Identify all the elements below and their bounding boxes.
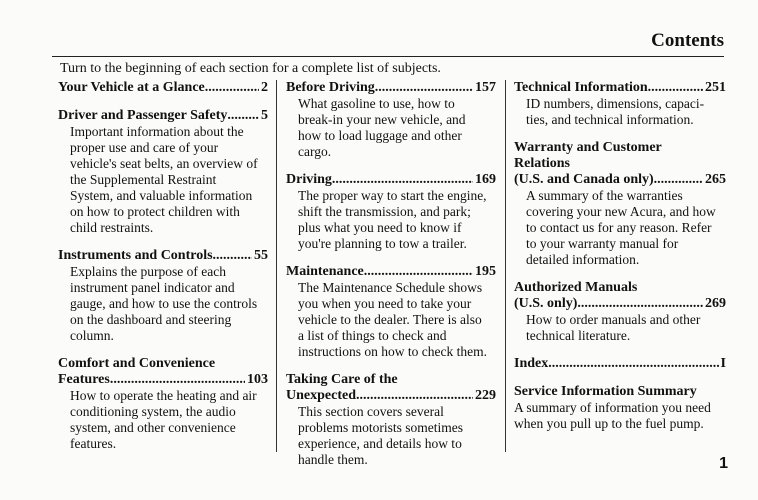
- toc-entry-description: ID numbers, dimensions, capaci-: [526, 96, 705, 111]
- dot-leader: [227, 108, 259, 124]
- toc-entry[interactable]: [514, 80, 726, 128]
- toc-entry-title: (U.S. only): [514, 296, 578, 311]
- dot-leader: [577, 296, 703, 312]
- column-divider: [276, 80, 277, 452]
- toc-entry-heading: [58, 372, 268, 388]
- toc-entry-page: 103: [247, 372, 268, 387]
- toc-entry-title: Before Driving: [286, 80, 375, 95]
- toc-entry-description: What gasoline to use, how to: [298, 96, 455, 111]
- dot-leader: [110, 372, 245, 388]
- toc-entry-description: when you pull up to the fuel pump.: [514, 416, 704, 431]
- toc-entry-description: This section covers several: [298, 404, 444, 419]
- toc-entry-title: Driver and Passenger Safety: [58, 108, 228, 123]
- toc-entry-page: 229: [475, 388, 496, 403]
- toc-entry-heading: [514, 296, 726, 312]
- toc-entry-title: Your Vehicle at a Glance: [58, 80, 205, 95]
- toc-entry-description: gauge, and how to use the controls: [70, 296, 258, 311]
- toc-entry-description: Important information about the: [70, 124, 244, 139]
- toc-entry-page: 269: [705, 296, 726, 311]
- toc-entry-description: you when you need to take your: [298, 296, 472, 311]
- toc-entry-description: to contact us for any reason. Refer: [526, 220, 712, 235]
- toc-entry-description: child restraints.: [70, 220, 154, 235]
- toc-entry-description: cargo.: [298, 144, 332, 159]
- toc-entry-title: Warranty and Customer: [514, 140, 662, 155]
- toc-entry-description: The proper way to start the engine,: [298, 188, 487, 203]
- toc-entry-description: System, and valuable information: [70, 188, 253, 203]
- toc-entry-description: you're planning to tow a trailer.: [298, 236, 467, 251]
- toc-entry[interactable]: [58, 248, 268, 344]
- toc-entry-title: Index: [514, 356, 549, 371]
- dot-leader: [213, 248, 252, 264]
- toc-entry-description: technical literature.: [526, 328, 631, 343]
- toc-entry-description: system, and other convenience: [70, 420, 236, 435]
- toc-entry-heading: [286, 388, 496, 404]
- toc-entry[interactable]: [514, 356, 726, 372]
- toc-entry-title: (U.S. and Canada only): [514, 172, 654, 187]
- toc-entry[interactable]: [286, 264, 496, 360]
- toc-entry[interactable]: [58, 108, 268, 236]
- toc-entry-description: vehicle to the dealer. There is also: [298, 312, 482, 327]
- toc-entry-page: 265: [705, 172, 726, 187]
- header-rule: [52, 56, 724, 57]
- toc-entry-title: Service Information Summary: [514, 384, 697, 399]
- toc-entry[interactable]: [514, 280, 726, 344]
- toc-entry-description: handle them.: [298, 452, 368, 467]
- toc-entry-description: a list of things to check and: [298, 328, 447, 343]
- toc-entry-heading: [58, 108, 268, 124]
- toc-entry[interactable]: [514, 384, 726, 432]
- toc-entry-description: shift the transmission, and park;: [298, 204, 471, 219]
- toc-entry-title: Relations: [514, 156, 570, 171]
- toc-entry-page: 195: [475, 264, 496, 279]
- toc-entry-title: Taking Care of the: [286, 372, 398, 387]
- toc-entry[interactable]: [514, 140, 726, 268]
- toc-entry-heading: [58, 80, 268, 96]
- page-title: Contents: [651, 30, 724, 51]
- toc-entry-description: column.: [70, 328, 114, 343]
- toc-entry-page: 251: [705, 80, 726, 95]
- toc-entry-heading: [514, 80, 726, 96]
- toc-entry-description: plus what you need to know if: [298, 220, 462, 235]
- toc-entry-description: the Supplemental Restraint: [70, 172, 217, 187]
- toc-entry-heading: [286, 80, 496, 96]
- dot-leader: [648, 80, 703, 96]
- toc-entry-description: covering your new Acura, and how: [526, 204, 716, 219]
- intro-text: Turn to the beginning of each section for a complete list of subjects.: [60, 61, 441, 76]
- toc-entry-title: Unexpected: [286, 388, 356, 403]
- toc-entry-heading: [58, 248, 268, 264]
- dot-leader: [364, 264, 473, 280]
- toc-entry-page: 5: [261, 108, 268, 123]
- dot-leader: [548, 356, 718, 372]
- toc-entry-heading: [286, 264, 496, 280]
- toc-entry-page: 169: [475, 172, 496, 187]
- toc-entry-description: on how to protect children with: [70, 204, 240, 219]
- dot-leader: [654, 172, 703, 188]
- toc-entry-title: Instruments and Controls: [58, 248, 213, 263]
- toc-entry-page: I: [720, 356, 726, 371]
- toc-entry-page: 157: [475, 80, 496, 95]
- toc-entry-description: conditioning system, the audio: [70, 404, 236, 419]
- toc-entry-description: to your warranty manual for: [526, 236, 679, 251]
- toc-entry-description: A summary of information you need: [514, 400, 711, 415]
- toc-entry[interactable]: [286, 80, 496, 160]
- toc-entry-heading: [514, 172, 726, 188]
- dot-leader: [205, 80, 259, 96]
- toc-entry-title: Comfort and Convenience: [58, 356, 216, 371]
- toc-entry-heading: [286, 172, 496, 188]
- toc-column-2: [286, 80, 496, 480]
- toc-entry-heading: [514, 356, 726, 372]
- toc-entry[interactable]: [58, 356, 268, 452]
- toc-entry-description: Explains the purpose of each: [70, 264, 226, 279]
- toc-entry-page: 2: [261, 80, 268, 95]
- dot-leader: [356, 388, 473, 404]
- toc-entry-page: 55: [254, 248, 268, 263]
- toc-entry-description: The Maintenance Schedule shows: [298, 280, 483, 295]
- toc-column-1: [58, 80, 268, 464]
- toc-entry-description: experience, and details how to: [298, 436, 462, 451]
- dot-leader: [332, 172, 473, 188]
- toc-entry-description: How to operate the heating and air: [70, 388, 257, 403]
- toc-entry[interactable]: [286, 372, 496, 468]
- toc-entry-description: detailed information.: [526, 252, 640, 267]
- toc-entry-description: features.: [70, 436, 117, 451]
- toc-entry-title: Maintenance: [286, 264, 364, 279]
- toc-entry-title: Features: [58, 372, 110, 387]
- toc-entry-description: how to load luggage and other: [298, 128, 462, 143]
- toc-entry-description: ties, and technical information.: [526, 112, 694, 127]
- dot-leader: [375, 80, 473, 96]
- toc-entry-description: How to order manuals and other: [526, 312, 701, 327]
- toc-entry-description: on the dashboard and steering: [70, 312, 232, 327]
- column-divider: [505, 80, 506, 452]
- toc-entry-description: instrument panel indicator and: [70, 280, 235, 295]
- toc-entry[interactable]: [58, 80, 268, 96]
- toc-entry[interactable]: [286, 172, 496, 252]
- toc-entry-description: break-in your new vehicle, and: [298, 112, 466, 127]
- toc-entry-title: Technical Information: [514, 80, 648, 95]
- toc-entry-description: vehicle's seat belts, an overview of: [70, 156, 258, 171]
- toc-entry-description: proper use and care of your: [70, 140, 219, 155]
- toc-entry-title: Authorized Manuals: [514, 280, 638, 295]
- toc-column-3: [514, 80, 726, 444]
- toc-entry-description: A summary of the warranties: [526, 188, 683, 203]
- toc-entry-description: instructions on how to check them.: [298, 344, 487, 359]
- toc-entry-description: problems motorists sometimes: [298, 420, 463, 435]
- toc-entry-title: Driving: [286, 172, 332, 187]
- page-number: 1: [719, 455, 728, 472]
